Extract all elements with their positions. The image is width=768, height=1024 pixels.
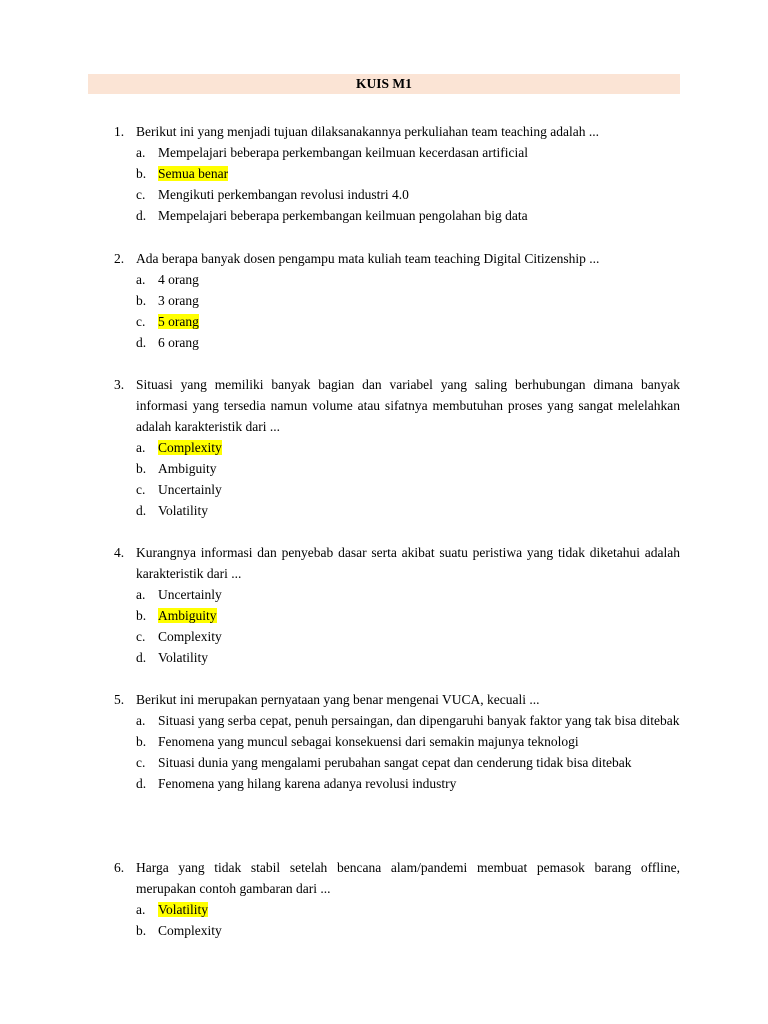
option-item	[136, 584, 680, 605]
option-letter: d.	[136, 503, 147, 518]
question-3	[114, 374, 680, 521]
option-item	[136, 184, 680, 205]
option-text: Fenomena yang muncul sebagai konsekuensi dari semakin majunya teknologi	[158, 734, 579, 749]
option-list	[136, 710, 680, 794]
question-number: 6.	[114, 860, 125, 875]
option-letter: d.	[136, 335, 147, 350]
option-text: Situasi yang serba cepat, penuh persaingan, dan dipengaruhi banyak faktor yang tak bisa ditebak	[158, 713, 680, 728]
question-text: Harga yang tidak stabil setelah bencana alam/pandemi membuat pemasok barang offline, merupakan contoh gambaran dari ...	[136, 860, 680, 896]
option-item	[136, 731, 680, 752]
option-list	[136, 142, 680, 226]
option-letter: c.	[136, 629, 146, 644]
option-text: Uncertainly	[158, 482, 222, 497]
option-text: Fenomena yang hilang karena adanya revolusi industry	[158, 776, 457, 791]
option-letter: c.	[136, 755, 146, 770]
option-letter: a.	[136, 145, 146, 160]
option-item	[136, 332, 680, 353]
question-number: 2.	[114, 251, 125, 266]
question-text: Kurangnya informasi dan penyebab dasar serta akibat suatu peristiwa yang tidak diketahui adalah karakteristik dari ...	[136, 545, 680, 581]
question-2	[114, 248, 680, 353]
option-item	[136, 773, 680, 794]
question-4	[114, 542, 680, 668]
option-letter: d.	[136, 650, 147, 665]
option-letter: c.	[136, 482, 146, 497]
option-text: Situasi dunia yang mengalami perubahan sangat cepat dan cenderung tidak bisa ditebak	[158, 755, 632, 770]
option-text: 6 orang	[158, 335, 199, 350]
option-item	[136, 290, 680, 311]
option-text: Volatility	[158, 503, 209, 518]
option-text: Complexity	[158, 440, 222, 455]
question-number: 4.	[114, 545, 125, 560]
option-item	[136, 920, 680, 941]
question-text: Berikut ini merupakan pernyataan yang benar mengenai VUCA, kecuali ...	[136, 692, 540, 707]
option-item	[136, 205, 680, 226]
option-text: Complexity	[158, 923, 222, 938]
question-text: Ada berapa banyak dosen pengampu mata kuliah team teaching Digital Citizenship ...	[136, 251, 600, 266]
option-item	[136, 500, 680, 521]
question-text: Berikut ini yang menjadi tujuan dilaksanakannya perkuliahan team teaching adalah ...	[136, 124, 599, 139]
option-text: Semua benar	[158, 166, 229, 181]
option-text: Complexity	[158, 629, 222, 644]
option-letter: a.	[136, 272, 146, 287]
question-number: 1.	[114, 124, 125, 139]
question-1	[114, 121, 680, 226]
option-letter: a.	[136, 440, 146, 455]
question-5	[114, 689, 680, 794]
option-letter: c.	[136, 187, 146, 202]
quiz-title: KUIS M1	[88, 74, 680, 94]
option-list	[136, 437, 680, 521]
option-text: 5 orang	[158, 314, 199, 329]
question-number: 5.	[114, 692, 125, 707]
question-text: Situasi yang memiliki banyak bagian dan variabel yang saling berhubungan dimana banyak informasi yang tersedia namun volume atau sifatnya membutuhan proses yang sangat melelahkan adalah karakteristik dari ...	[136, 377, 680, 434]
option-text: Uncertainly	[158, 587, 222, 602]
option-text: 3 orang	[158, 293, 199, 308]
option-letter: c.	[136, 314, 146, 329]
option-letter: a.	[136, 713, 146, 728]
option-letter: b.	[136, 461, 147, 476]
option-letter: b.	[136, 734, 147, 749]
option-text: Ambiguity	[158, 461, 217, 476]
option-letter: d.	[136, 208, 147, 223]
option-letter: b.	[136, 166, 147, 181]
option-text: Volatility	[158, 650, 209, 665]
option-item	[136, 311, 680, 332]
option-item	[136, 479, 680, 500]
option-text: Mengikuti perkembangan revolusi industri 4.0	[158, 187, 409, 202]
option-item	[136, 626, 680, 647]
option-item	[136, 163, 680, 184]
option-list	[136, 899, 680, 941]
option-text: Mempelajari beberapa perkembangan keilmuan pengolahan big data	[158, 208, 528, 223]
option-item	[136, 458, 680, 479]
option-item	[136, 647, 680, 668]
option-item	[136, 437, 680, 458]
option-text: 4 orang	[158, 272, 199, 287]
option-list	[136, 584, 680, 668]
option-text: Mempelajari beberapa perkembangan keilmuan kecerdasan artificial	[158, 145, 528, 160]
option-letter: a.	[136, 902, 146, 917]
option-item	[136, 899, 680, 920]
option-text: Volatility	[158, 902, 209, 917]
option-item	[136, 142, 680, 163]
option-text: Ambiguity	[158, 608, 217, 623]
option-letter: b.	[136, 293, 147, 308]
option-item	[136, 269, 680, 290]
option-letter: b.	[136, 608, 147, 623]
option-letter: d.	[136, 776, 147, 791]
option-letter: b.	[136, 923, 147, 938]
option-item	[136, 752, 680, 773]
option-letter: a.	[136, 587, 146, 602]
option-item	[136, 710, 680, 731]
question-6	[114, 857, 680, 941]
option-item	[136, 605, 680, 626]
option-list	[136, 269, 680, 353]
question-number: 3.	[114, 377, 125, 392]
